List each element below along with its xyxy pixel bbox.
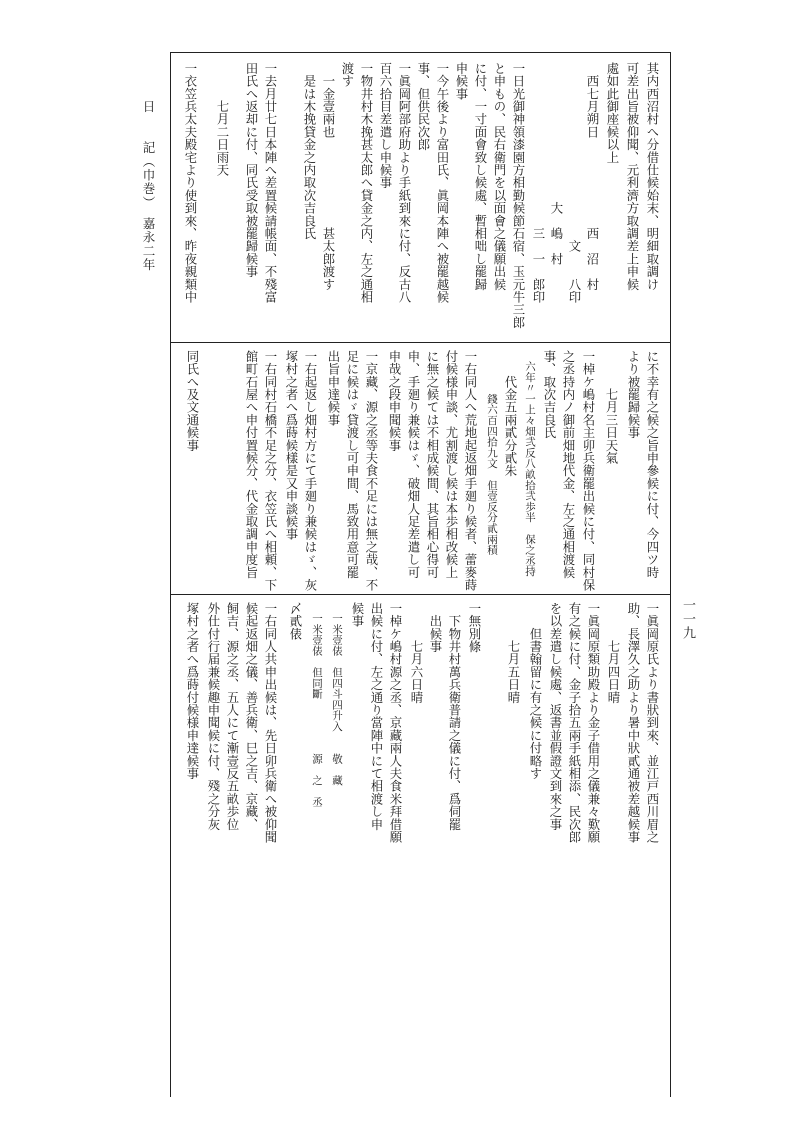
text-column: 事、取次吉良氏 [542, 350, 557, 439]
text-column: 出候事 [428, 602, 443, 653]
text-column: 申候事 [454, 62, 469, 101]
text-column: 錢六百四拾九文 但壹反分貳兩積 [486, 350, 498, 556]
text-column: 六年〃一上々畑弐反八畝拾弐歩半 保之丞持 [524, 350, 536, 577]
text-column: 一右同人共申出候は、先日卯兵衛へ被仰聞 [263, 602, 278, 844]
text-column: 一右起返し畑村方にて手廻り兼候はゞ、灰 [303, 350, 318, 592]
text-column: に付、一寸面會致し候處、暫相咄し罷歸 [473, 62, 488, 291]
text-column: 一眞岡阿部府助より手紙到來に付、反古八 [397, 62, 412, 304]
page-frame-left [170, 52, 171, 1097]
text-column: 申哉之段申聞候事 [387, 350, 402, 452]
text-column: を以差遣し候處、返書並假證文到來之事 [548, 602, 563, 831]
text-column: 飼吉、源之丞、五人にて漸壹反五畝歩位 [225, 602, 240, 831]
text-column: 足に候はゞ貸渡し可申間、馬致用意可罷 [345, 350, 360, 579]
text-column: 一眞岡原類助殿より金子借用之儀兼々歎願 [586, 602, 601, 844]
text-column: 一右同人へ荒地起返畑手廻り候者、蕾麥蒔 [463, 350, 478, 592]
text-column: 是は木挽貸金之内取次吉良氏 [302, 62, 317, 240]
text-column: 同氏へ及文通候事 [185, 350, 200, 452]
text-column: 一棹ケ嶋村源之丞、京藏兩人夫食米拜借願 [388, 602, 403, 844]
text-column: 大 嶋 村 [549, 62, 564, 266]
text-column: 可差出旨被仰聞、元利濟方取調差上申候 [625, 62, 640, 291]
text-column: 之丞持内ノ御前畑地代金、左之通相渡候 [561, 350, 576, 579]
text-column: 百六拾目差遣し申候事 [378, 62, 393, 189]
text-column: 處如此御座候以上 [605, 62, 620, 164]
text-column: 一京藏、源之丞等夫食不足には無之哉、不 [364, 350, 379, 592]
page-number: 一一九 [680, 598, 695, 640]
text-column: 外仕付行届兼候趣申聞候に付、殘之分灰 [206, 602, 221, 831]
text-column: 一無別條 [467, 602, 482, 653]
text-column: より被罷歸候事 [626, 350, 641, 439]
text-column: に不幸有之候之旨申參候に付、今四ツ時 [645, 350, 660, 579]
text-column: 文 八印 [567, 62, 582, 304]
text-column: 七月三日天氣 [604, 350, 619, 465]
text-column: 渡す [340, 62, 355, 88]
text-column: 一今午後より富田氏、眞岡本陣へ被罷越候 [435, 62, 450, 304]
text-column: 有之候に付、金子拾五兩手紙相添、民次郎 [567, 602, 582, 844]
text-column: 一米壹俵 但四斗四升入 敬 藏 [331, 602, 343, 786]
text-column: 候事 [350, 602, 365, 628]
text-column: 事、但供民次郎 [416, 62, 431, 151]
text-column: 候起返畑之儀、善兵衛、巳之吉、京藏、 [244, 602, 259, 831]
text-column: 〆貳俵 [288, 602, 303, 641]
band-divider [170, 594, 670, 595]
text-column: 塚村之者へ爲蒔候樣是又申談候事 [284, 350, 299, 541]
text-column: 一衣笠兵太夫殿宅より使到來、昨夜親類中 [183, 62, 198, 304]
text-column: 七月五日晴 [506, 602, 521, 704]
text-column: 其内西沼村へ分借仕候始末、明細取調け [645, 62, 660, 291]
text-column: 館町石屋へ申付置候分、代金取調申度旨 [244, 350, 259, 579]
text-column: 三 一 郎印 [531, 62, 546, 304]
text-column: 一物井村木挽甚太郎へ貸金之内、左之通相 [359, 62, 374, 304]
page-frame-right [670, 52, 671, 1097]
text-column: 付候様申談、尤割渡し候は本歩相改候上 [444, 350, 459, 579]
text-column: 一棹ケ嶋村名主卯兵衛罷出候に付、同村保 [581, 350, 596, 592]
text-column: 七月二日雨天 [215, 62, 230, 177]
text-column: 出候に付、左之通り當陣中にて相渡し申 [369, 602, 384, 831]
text-column: 一日光御神領漆園方相勤候節石宿、玉元牛三郎 [511, 62, 526, 329]
text-column: 代金五兩貳分貳朱 [503, 350, 518, 477]
text-column: 助、長澤久之助より暑中狀貳通被差越候事 [626, 602, 641, 844]
text-column: 田氏へ返却に付、同氏受取被罷歸候事 [244, 62, 259, 278]
text-column: 一金壹兩也 甚太郎渡す [321, 62, 336, 291]
text-column: 七月四日晴 [606, 602, 621, 704]
text-column: 一眞岡原氏より書狀到來、並江戸西川眉之 [645, 602, 660, 844]
text-column: 下物井村萬兵衛普請之儀に付、爲伺罷 [447, 602, 462, 831]
text-column: 七月六日晴 [409, 602, 424, 704]
text-column: 一去月廿七日本陣へ差置候請帳面、不殘富 [263, 62, 278, 304]
running-title: 日 記（巾巻） 嘉永二年 [141, 100, 156, 272]
band-divider [170, 342, 670, 343]
page-frame-top [170, 52, 670, 53]
text-column: 西七月朔日 西 沼 村 [585, 62, 600, 291]
text-column: 但書翰留に有之候に付略す [528, 602, 543, 780]
text-column: 一米壹俵 但同斷 源 之 丞 [311, 602, 323, 808]
text-column: 塚村之者へ爲蒔付候様申達候事 [185, 602, 200, 780]
text-column: 申、手廻り兼候はゞ、破畑人足差遣し可 [406, 350, 421, 579]
text-column: 一右同村石橋不足之分、衣笠氏へ相頼、下 [263, 350, 278, 592]
text-column: と申もの、民右衛門を以面會之儀願出候 [492, 62, 507, 291]
text-column: 出旨申達候事 [326, 350, 341, 427]
text-column: に無之候ては不相成候間、其旨相心得可 [425, 350, 440, 579]
